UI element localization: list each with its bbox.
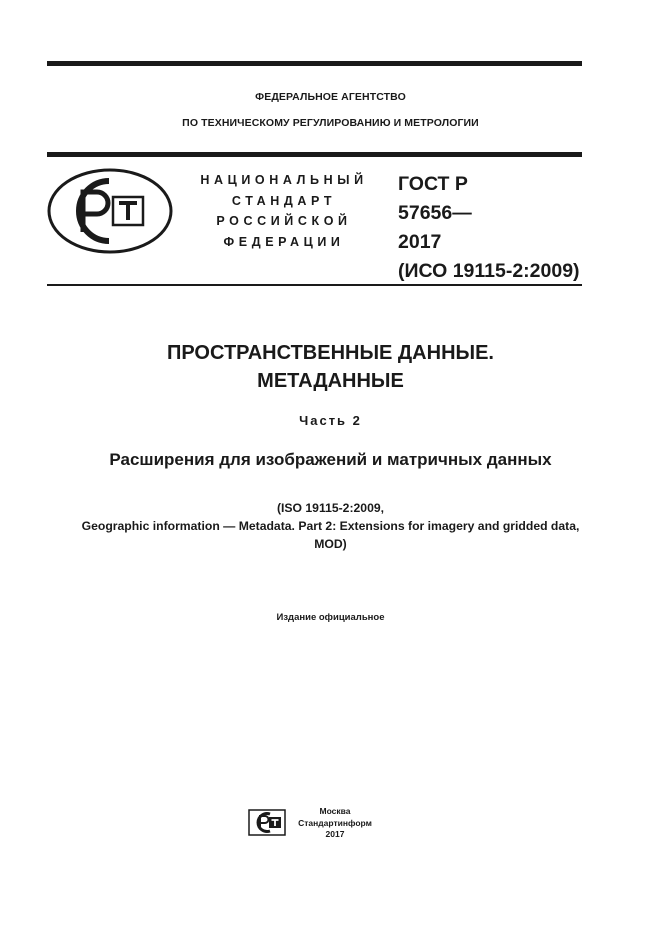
national-line-1: НАЦИОНАЛЬНЫЙ [200,173,368,187]
standard-designation [398,170,580,286]
publisher-name: Стандартинформ [298,817,372,828]
designation-line-2: 57656— [398,202,472,224]
designation-line-4: (ИСО 19115-2:2009) [398,260,580,282]
title-line-2: МЕТАДАННЫЕ [257,370,404,392]
part-number: Часть 2 [299,413,362,428]
designation-line-3: 2017 [398,231,442,253]
middle-rule [47,152,582,157]
national-standard-block [196,170,372,252]
edition-note: Издание официальное [276,612,385,623]
top-rule [47,61,582,66]
publisher-year: 2017 [325,829,345,839]
title-line-1: ПРОСТРАНСТВЕННЫЕ ДАННЫЕ. [166,342,494,364]
publisher-city: Москва [319,806,351,816]
publisher-block [295,806,375,841]
agency-name-line1: ФЕДЕРАЛЬНОЕ АГЕНТСТВО [255,91,406,103]
iso-line-2: Geographic information — Metadata. Part 2: Extensions for imagery and gridded data, [81,519,580,533]
national-line-3: РОССИЙСКОЙ [216,214,352,228]
document-title [0,339,661,395]
agency-name-line2: ПО ТЕХНИЧЕСКОМУ РЕГУЛИРОВАНИЮ И МЕТРОЛОГИИ [182,117,479,129]
iso-reference [0,499,661,553]
iso-line-3: MOD) [314,537,347,551]
designation-line-1: ГОСТ Р [398,173,468,195]
document-subtitle: Расширения для изображений и матричных данных [109,450,552,469]
standartinform-logo [248,809,286,836]
iso-line-1: (ISO 19115-2:2009, [276,501,385,515]
national-line-2: СТАНДАРТ [231,193,337,208]
gost-r-certification-logo [47,168,173,254]
national-line-4: ФЕДЕРАЦИИ [223,234,345,249]
bottom-rule [47,284,582,286]
